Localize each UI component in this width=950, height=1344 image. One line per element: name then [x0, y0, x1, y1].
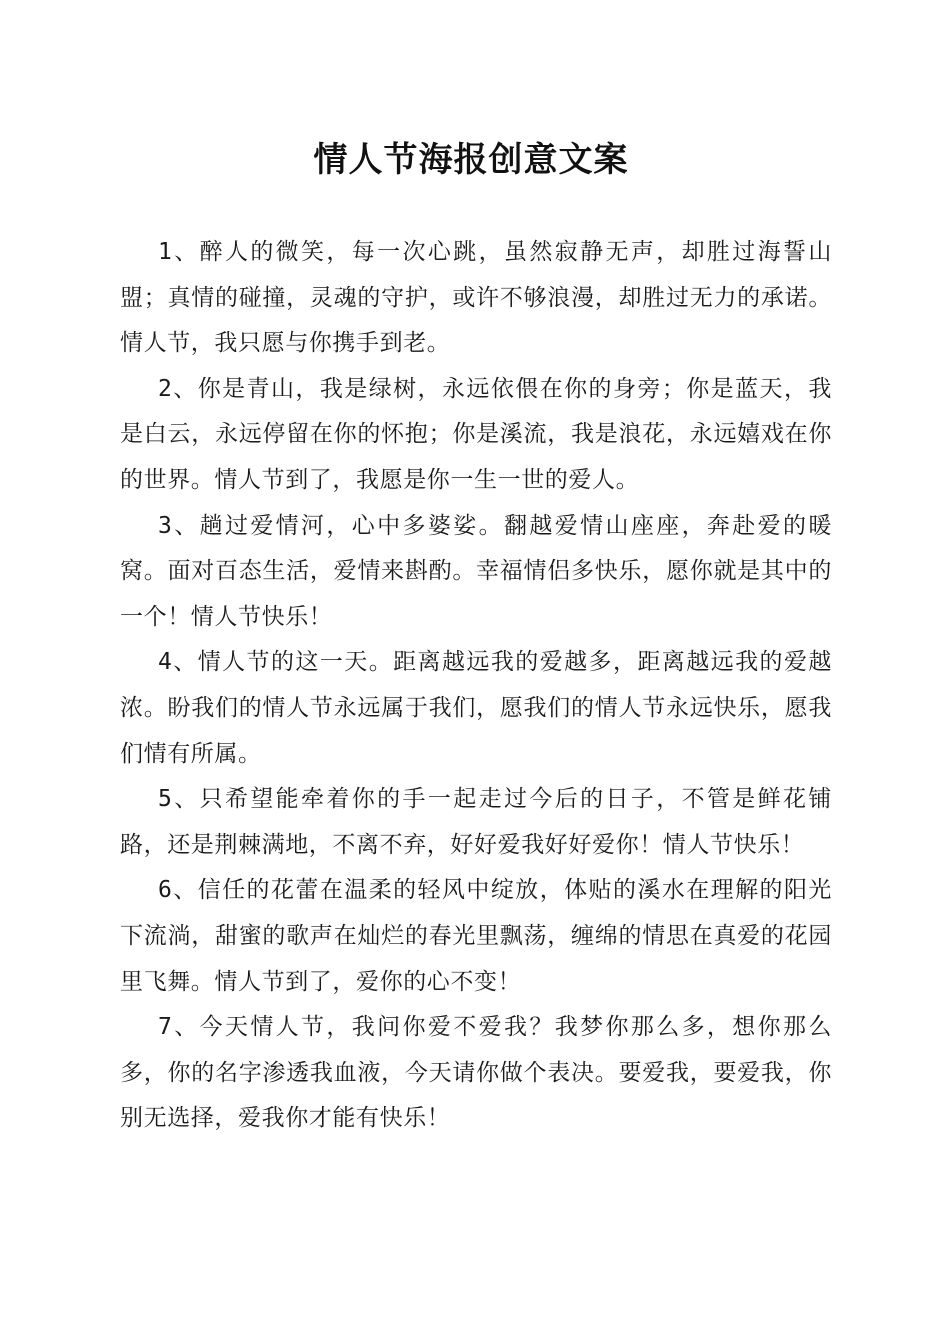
paragraph-6: 6、信任的花蕾在温柔的轻风中绽放，体贴的溪水在理解的阳光下流淌，甜蜜的歌声在灿烂的春光里飘荡，缠绵的情思在真爱的花园里飞舞。情人节到了，爱你的心不变！ [120, 877, 832, 995]
paragraph-3: 3、趟过爱情河，心中多婆娑。翻越爱情山座座，奔赴爱的暖窝。面对百态生活，爱情来斟酌。幸福情侣多快乐，愿你就是其中的一个！情人节快乐！ [120, 512, 832, 630]
paragraph-7: 7、今天情人节，我问你爱不爱我？我梦你那么多，想你那么多，你的名字渗透我血液，今天请你做个表决。要爱我，要爱我，你别无选择，爱我你才能有快乐！ [120, 1014, 832, 1132]
document-body [120, 230, 832, 1142]
paragraph-1: 1、醉人的微笑，每一次心跳，虽然寂静无声，却胜过海誓山盟；真情的碰撞，灵魂的守护，或许不够浪漫，却胜过无力的承诺。情人节，我只愿与你携手到老。 [120, 239, 832, 357]
document-title: 情人节海报创意文案 [313, 140, 629, 180]
paragraph-2: 2、你是青山，我是绿树，永远依偎在你的身旁；你是蓝天，我是白云，永远停留在你的怀抱；你是溪流，我是浪花，永远嬉戏在你的世界。情人节到了，我愿是你一生一世的爱人。 [120, 375, 832, 493]
paragraph-4: 4、情人节的这一天。距离越远我的爱越多，距离越远我的爱越浓。盼我们的情人节永远属于我们，愿我们的情人节永远快乐，愿我们情有所属。 [120, 649, 832, 767]
paragraph-5: 5、只希望能牵着你的手一起走过今后的日子，不管是鲜花铺路，还是荆棘满地，不离不弃，好好爱我好好爱你！情人节快乐！ [120, 786, 832, 858]
